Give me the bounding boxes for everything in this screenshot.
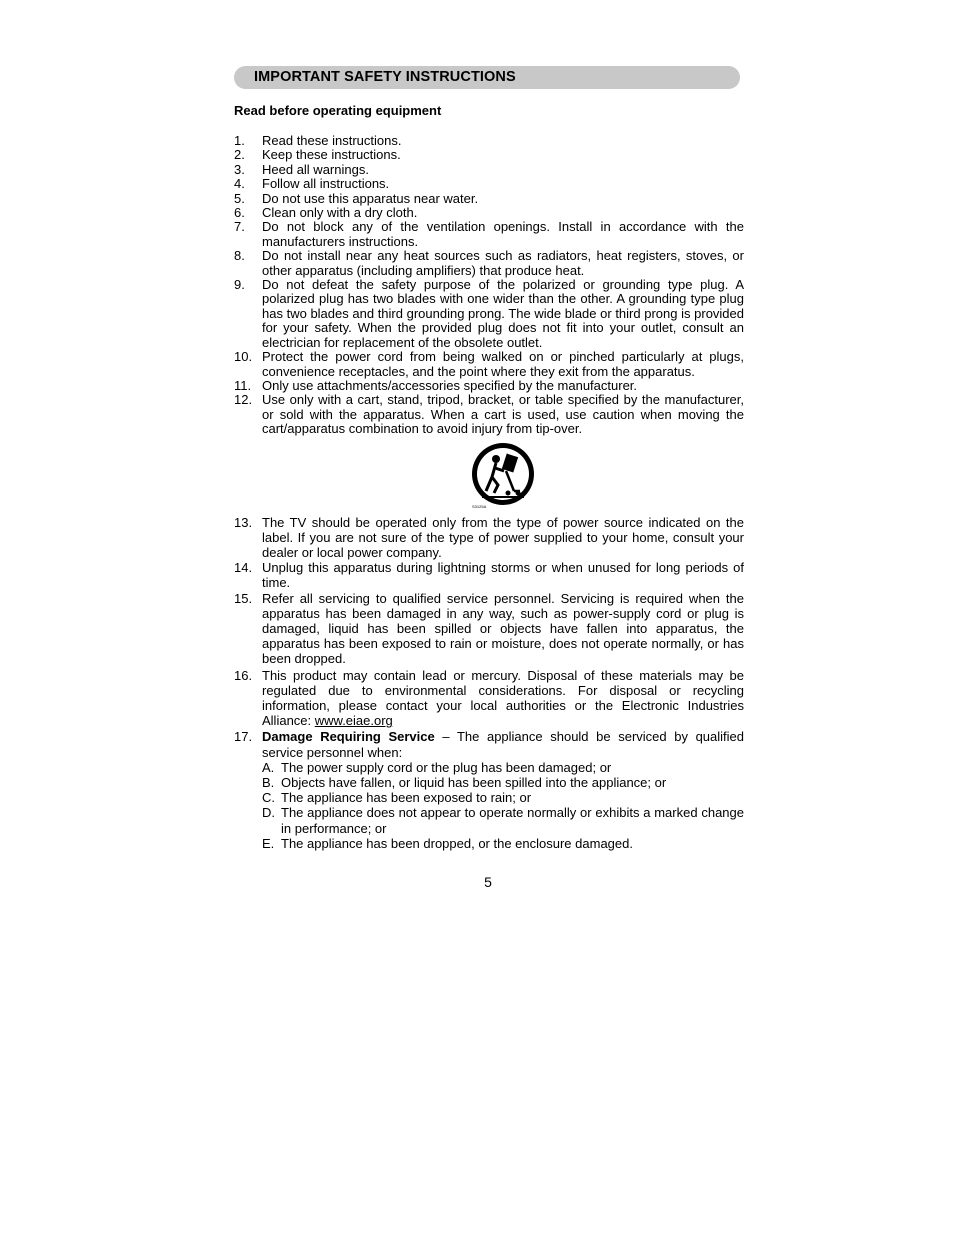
item-number: 15. [234, 590, 253, 606]
item-number: 5. [234, 190, 245, 206]
item-number: 1. [234, 133, 245, 148]
list-item [234, 206, 744, 220]
sub-item-letter: B. [262, 774, 275, 790]
page-number: 5 [484, 874, 492, 890]
list-item [234, 278, 744, 350]
instruction-list [234, 134, 744, 851]
item-number: 9. [234, 277, 245, 293]
list-item [234, 163, 744, 177]
eia-link[interactable]: www.eiae.org [314, 713, 393, 729]
item16-text: This product may contain lead or mercury. Disposal of these materials may be regulated due to environmental considerations. For disposal or recycling information, please contact your local authorities or the Electronic Industries Alliance: [262, 667, 744, 729]
item-number: 13. [234, 514, 253, 530]
item-text: Follow all instructions. [262, 176, 390, 192]
list-item [234, 668, 744, 729]
item-text: Do not use this apparatus near water. [262, 190, 479, 206]
item-number: 3. [234, 161, 245, 177]
sub-item-text: The power supply cord or the plug has been damaged; or [281, 759, 612, 775]
sub-item-letter: E. [262, 835, 275, 851]
item-number: 16. [234, 667, 253, 683]
sub-list-item [262, 775, 744, 790]
section-title: IMPORTANT SAFETY INSTRUCTIONS [254, 69, 516, 85]
section-header-bar [234, 66, 740, 89]
item-text: Unplug this apparatus during lightning storms or when unused for long periods of time. [262, 560, 744, 591]
sub-item-letter: A. [262, 759, 275, 775]
list-item [234, 393, 744, 436]
list-item [234, 249, 744, 278]
list-item [234, 350, 744, 379]
sub-item-text: The appliance has been dropped, or the enclosure damaged. [281, 835, 633, 851]
sub-item-text: The appliance has been exposed to rain; or [281, 790, 532, 806]
sub-list-item [262, 836, 744, 851]
subtitle: Read before operating equipment [234, 103, 442, 118]
item-text: Do not block any of the ventilation openings. Install in accordance with the manufacturers instructions. [262, 219, 744, 249]
item-text: Protect the power cord from being walked on or pinched particularly at plugs, convenience receptacles, and the point where they exit from the apparatus. [262, 349, 744, 379]
item-number: 12. [234, 392, 253, 408]
item-text: Keep these instructions. [262, 147, 401, 163]
sub-item-text: The appliance does not appear to operate normally or exhibits a marked change in performance; or [281, 805, 744, 836]
instruction-group-a [234, 134, 744, 437]
item-number: 7. [234, 219, 245, 235]
item-text: Do not install near any heat sources such as radiators, heat registers, stoves, or other apparatus (including amplifiers) that produce heat. [262, 248, 744, 278]
item-number: 4. [234, 176, 245, 192]
sub-item-text: Objects have fallen, or liquid has been spilled into the appliance; or [281, 774, 667, 790]
list-item [234, 515, 744, 561]
sub-item-letter: C. [262, 790, 275, 806]
item-number: 8. [234, 248, 245, 264]
item-number: 2. [234, 147, 245, 163]
item-text: Heed all warnings. [262, 161, 369, 177]
sub-list-item [262, 805, 744, 835]
sub-list [262, 760, 744, 851]
list-item [234, 148, 744, 162]
list-item [234, 220, 744, 249]
figure-caption: S3125A [472, 503, 487, 509]
instruction-group-b [234, 515, 744, 667]
item-number: 14. [234, 560, 253, 576]
list-item [234, 560, 744, 590]
list-item [234, 591, 744, 667]
item-text: The TV should be operated only from the type of power source indicated on the label. If you are not sure of the type of power supplied to your home, consult your dealer or local power company. [262, 514, 744, 560]
item-text: Read these instructions. [262, 133, 402, 148]
item17-text: – The appliance should be serviced by qualified service personnel when: [262, 729, 745, 760]
list-item [234, 177, 744, 191]
item-text [262, 729, 744, 851]
cart-warning-figure [262, 437, 744, 515]
item17-heading: Damage Requiring Service [262, 729, 435, 745]
item-number: 17. [234, 729, 253, 745]
list-item [234, 192, 744, 206]
list-item [234, 379, 744, 393]
item-text: Do not defeat the safety purpose of the polarized or grounding type plug. A polarized plug has two blades with one wider than the other. A grounding type plug has two blades and third grounding prong. The wide blade or third prong is provided for your safety. When the provided plug does not fit into your outlet, consult an electrician for replacement of the obsolete outlet. [262, 277, 744, 350]
item-text: Use only with a cart, stand, tripod, bracket, or table specified by the manufacturer, or sold with the apparatus. When a cart is used, use caution when moving the cart/apparatus combination to avoid injury from tip-over. [262, 392, 744, 437]
list-item [234, 729, 744, 851]
item-text: Only use attachments/accessories specified by the manufacturer. [262, 377, 638, 393]
item-text [262, 668, 744, 729]
sub-list-item [262, 790, 744, 805]
sub-list-item [262, 760, 744, 775]
item-number: 10. [234, 349, 253, 365]
item-number: 6. [234, 205, 245, 221]
item-text: Clean only with a dry cloth. [262, 205, 418, 221]
item-text: Refer all servicing to qualified service personnel. Servicing is required when the apparatus has been damaged in any way, such as power-supply cord or plug is damaged, liquid has been spilled or objects have fallen into apparatus, the apparatus has been exposed to rain or moisture, does not operate normally, or has been dropped. [262, 590, 744, 667]
sub-item-letter: D. [262, 805, 275, 821]
list-item [234, 134, 744, 148]
item-number: 11. [234, 377, 252, 393]
cart-tip-over-warning-icon [468, 441, 538, 511]
